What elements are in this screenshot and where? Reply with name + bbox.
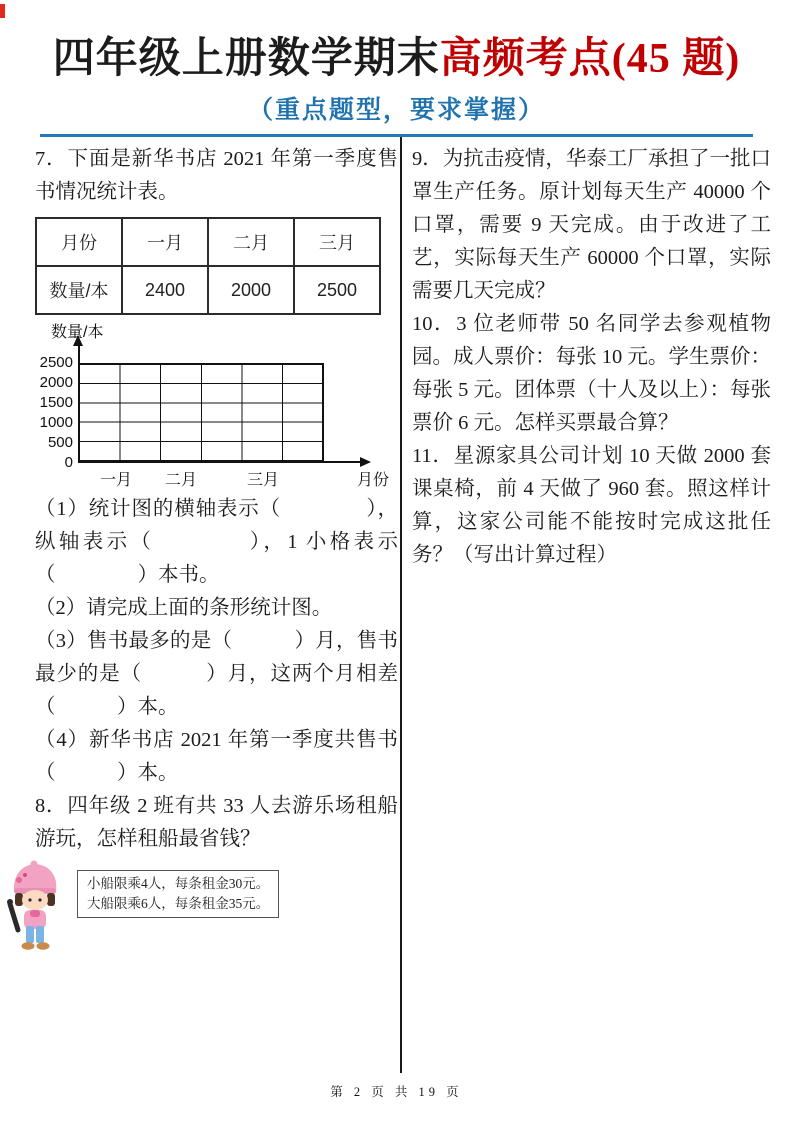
- page-footer: 第 2 页 共 19 页: [330, 1085, 463, 1099]
- question-7-item-2: （2）请完成上面的条形统计图。: [35, 597, 333, 620]
- y-tick-label: 0: [64, 454, 73, 472]
- table-header-cell: 月份: [36, 218, 122, 266]
- y-tick-label: 2500: [39, 354, 73, 372]
- boat-price-line-big: 大船限乘6人，每条租金35元。: [87, 896, 270, 912]
- table-cell: 2000: [208, 266, 294, 314]
- y-tick-label: 500: [47, 434, 73, 452]
- chart-x-axis-label: 月份: [357, 472, 390, 490]
- sales-table: [35, 217, 381, 315]
- page-subtitle: （重点题型，要求掌握）: [247, 97, 545, 125]
- chart-x-axis-line: [324, 461, 360, 463]
- page-header: [0, 0, 793, 137]
- table-header-cell: 三月: [294, 218, 380, 266]
- question-10: 10．3 位老师带 50 名同学去参观植物园。成人票价：每张 10 元。学生票价：每张 5 元。团体票（十人及以上）：每张票价 6 元。怎样买票最合算？: [412, 313, 771, 435]
- x-category-label: 一月: [99, 472, 132, 490]
- table-header-cell: 二月: [208, 218, 294, 266]
- chart-y-axis-line: [78, 344, 80, 364]
- table-value-row: [36, 266, 380, 314]
- x-category-label: 三月: [246, 472, 279, 490]
- page-title-black: 四年级上册数学期末: [52, 36, 440, 82]
- bar-chart: [35, 319, 398, 489]
- question-11: 11．星源家具公司计划 10 天做 2000 套课桌椅，前 4 天做了 960 套。照这样计算，这家公司能不能按时完成这批任务？（写出计算过程）: [412, 445, 771, 567]
- boat-price-line-small: 小船限乘4人，每条租金30元。: [87, 876, 270, 892]
- table-cell: 2500: [294, 266, 380, 314]
- table-header-cell: 一月: [122, 218, 208, 266]
- question-7-item-1: （1）统计图的横轴表示（ ），纵轴表示（ ），1 小格表示（ ）本书。: [35, 498, 398, 587]
- page-title-highlight: 高频考点(45 题): [439, 36, 741, 82]
- red-corner-mark: [0, 4, 5, 18]
- question-7-item-4: （4）新华书店 2021 年第一季度共售书（ ）本。: [35, 729, 398, 785]
- question-7-item-3: （3）售书最多的是（ ）月，售书最少的是（ ）月，这两个月相差（ ）本。: [35, 630, 398, 719]
- boat-price-note: [77, 870, 279, 918]
- question-8: 8．四年级 2 班有共 33 人去游乐场租船游玩，怎样租船最省钱？: [35, 795, 398, 851]
- y-tick-label: 1500: [39, 394, 73, 412]
- table-row-label: 数量/本: [36, 266, 122, 314]
- right-column: [402, 137, 775, 1073]
- table-cell: 2400: [122, 266, 208, 314]
- worksheet-body: [35, 137, 775, 1073]
- y-tick-label: 2000: [39, 374, 73, 392]
- cartoon-girl-illustration: [5, 860, 65, 960]
- table-header-row: [36, 218, 380, 266]
- question-8-illustration-row: [5, 860, 398, 960]
- left-column: [35, 137, 398, 1073]
- question-9: 9．为抗击疫情，华泰工厂承担了一批口罩生产任务。原计划每天生产 40000 个口罩，需要 9 天完成。由于改进了工艺，实际每天生产 60000 个口罩，实际需要几天完成？: [412, 148, 771, 303]
- chart-grid: [78, 363, 324, 463]
- axis-arrow-right-icon: [360, 457, 371, 467]
- chart-y-axis-label: 数量/本: [51, 324, 104, 342]
- y-tick-label: 1000: [39, 414, 73, 432]
- x-category-label: 二月: [164, 472, 197, 490]
- page-title: [0, 34, 793, 84]
- question-7-intro: 7．下面是新华书店 2021 年第一季度售书情况统计表。: [35, 148, 398, 204]
